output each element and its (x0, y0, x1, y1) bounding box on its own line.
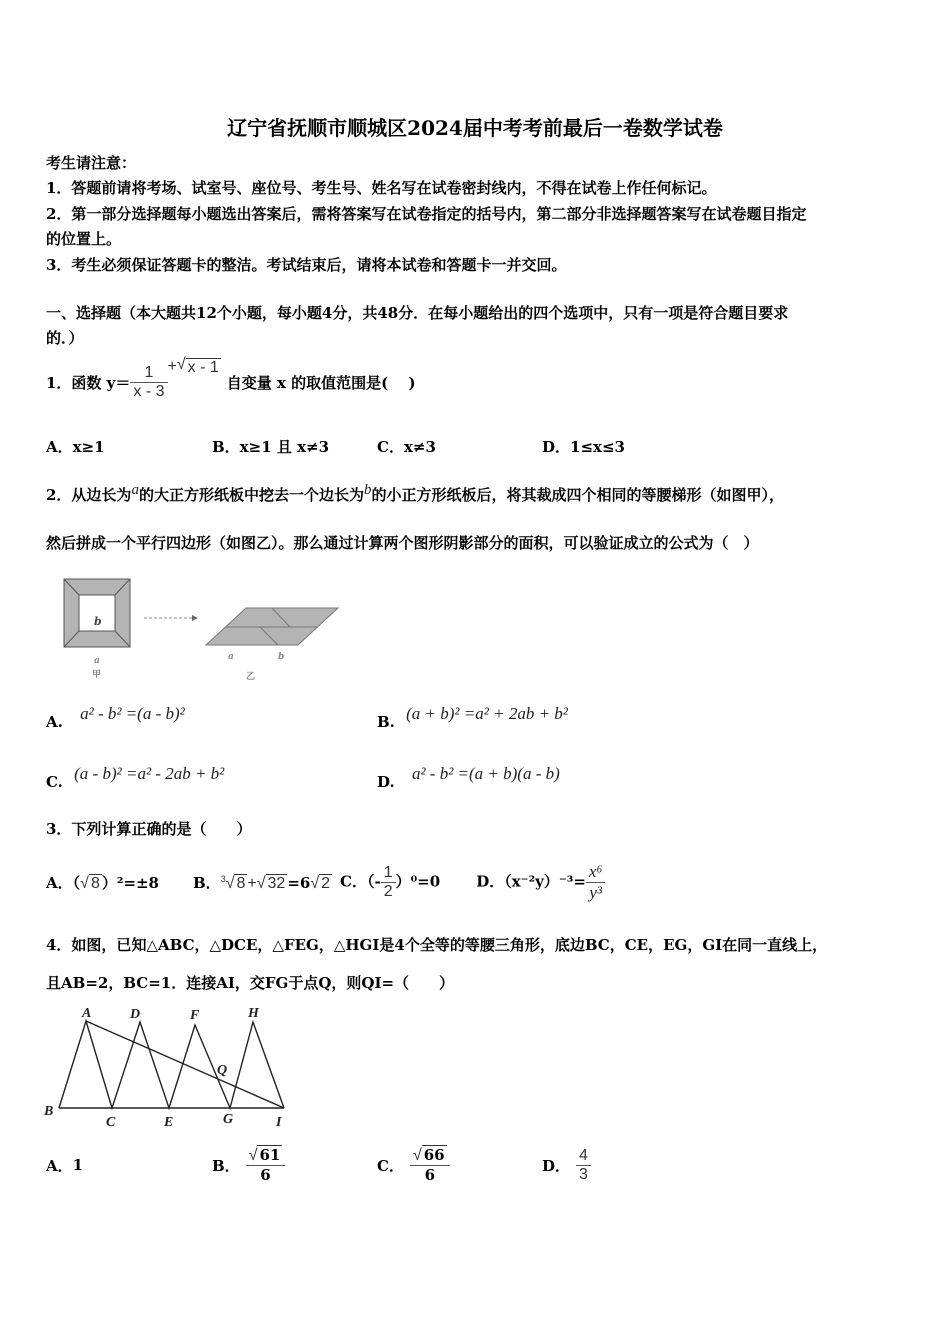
option-expr: (a - b)² =a² - 2ab + b² (74, 764, 225, 783)
option-expr: (a + b)² =a² + 2ab + b² (406, 704, 568, 723)
q1-radicand: x - 1 (187, 359, 219, 376)
option-letter: A． (46, 873, 73, 892)
option-letter: B． (212, 1156, 240, 1175)
option-letter: A． (46, 1156, 73, 1175)
q1-option-d: D．1≤x≤3 (542, 438, 625, 456)
numerator: 1 (381, 864, 396, 883)
radicand: 32 (267, 874, 286, 892)
q2-option-b (377, 704, 568, 732)
denominator: y³ (589, 882, 602, 902)
numerator: 4 (576, 1147, 591, 1166)
notice-item: 3．考生必须保证答题卡的整洁。考试结束后，请将本试卷和答题卡一并交回。 (46, 256, 567, 274)
point-label-d: D (130, 1007, 141, 1022)
q1-fraction (130, 364, 167, 401)
question-2-line2: 然后拼成一个平行四边形（如图乙）。那么通过计算两个图形阴影部分的面积，可以验证成立的公式为（ ） (46, 534, 759, 552)
point-label-a: A (82, 1006, 92, 1021)
question-1 (46, 352, 416, 412)
point-label-g: G (223, 1112, 234, 1127)
caption-jia: 甲 (92, 670, 102, 680)
q3-option-d (476, 862, 605, 903)
label-b: b (94, 615, 102, 628)
q1-option-c: C．x≠3 (377, 438, 436, 456)
notice-heading: 考生请注意： (46, 154, 137, 172)
q3-options (46, 852, 605, 912)
option-letter: C. (46, 773, 63, 791)
q3-option-c (340, 864, 440, 901)
point-label-e: E (164, 1115, 174, 1130)
denominator: x - 3 (133, 382, 165, 400)
label-b: b (278, 652, 285, 662)
option-letter: C． (340, 872, 367, 890)
notice-item: 的位置上。 (46, 230, 122, 248)
text: （ (72, 873, 81, 892)
figure-yi (206, 608, 338, 682)
radicand: 66 (423, 1146, 445, 1164)
numerator: 1 (130, 364, 167, 383)
sqrt-icon: √ (176, 356, 186, 373)
q2-text: 2．从边长为 (46, 486, 132, 504)
var-a: a (131, 482, 139, 498)
denominator: 2 (383, 882, 393, 900)
point-label-b: B (44, 1104, 54, 1119)
q1-suffix: 自变量 x 的取值范围是( ) (226, 373, 416, 392)
q2-figure (60, 575, 350, 685)
q1-option-b: B．x≥1 且 x≠3 (212, 438, 330, 456)
notice-item: 1．答题前请将考场、试室号、座位号、考生号、姓名写在试卷密封线内，不得在试卷上作任何标记。 (46, 179, 717, 197)
q4-option-b: B． $\frac{√ 61}{6}$ (212, 1140, 285, 1190)
option-expr: a² - b² =(a - b)² (80, 704, 185, 723)
q1-prefix: 1．函数 y＝ (46, 373, 131, 392)
caption-yi: 乙 (246, 672, 256, 682)
radicand: 8 (90, 874, 100, 892)
label-a: a (228, 652, 234, 662)
q2-text: 的大正方形纸板中挖去一个边长为 (138, 486, 364, 504)
q2-option-d (377, 764, 560, 792)
point-label-f: F (190, 1008, 200, 1023)
q3-option-a: A．（√ 8 ）²=±8 (46, 873, 159, 892)
option-letter: D． (542, 1156, 571, 1175)
option-letter: B． (193, 873, 221, 892)
question-4-line2: 且AB=2，BC=1．连接AI，交FG于点Q，则QI=（ ） (46, 974, 455, 992)
q3-option-b: B．$^3$√ 8 +√ 32 =6√ 2 (193, 873, 331, 892)
q1-option-a: A．x≥1 (46, 438, 105, 456)
root-index: 3 (220, 873, 226, 884)
section-heading: 一、选择题（本大题共12个小题，每小题4分，共48分．在每小题给出的四个选项中，只有一项是符合题目要求 (46, 304, 789, 322)
label-a: a (94, 656, 100, 666)
figure-jia (64, 579, 130, 680)
option-letter: D． (476, 872, 505, 890)
point-label-h: H (248, 1006, 259, 1021)
q4-triangle-figure (40, 995, 300, 1135)
point-label-c: C (106, 1115, 116, 1130)
text: ）²=±8 (101, 873, 159, 892)
option-letter: C． (377, 1156, 404, 1175)
numerator: x⁶ (586, 862, 605, 883)
q1-plus: + (167, 358, 177, 375)
var-b: b (363, 482, 372, 498)
option-value: 1 (72, 1156, 84, 1174)
denominator: 3 (579, 1165, 588, 1183)
radicand: 2 (321, 874, 331, 892)
text: =6 (287, 873, 311, 892)
notice-item: 2．第一部分选择题每小题选出答案后，需将答案写在试卷指定的括号内，第二部分非选择题答案写在试卷题目指定 (46, 205, 807, 223)
q4-option-c: C． $\frac{√ 66}{6}$ (377, 1140, 450, 1190)
section-heading-cont: 的．） (46, 329, 84, 347)
page-title: 辽宁省抚顺市顺城区2024届中考考前最后一卷数学试卷 (227, 116, 723, 140)
option-letter: D. (377, 773, 395, 791)
option-expr: a² - b² =(a + b)(a - b) (411, 764, 560, 783)
option-letter: A. (46, 713, 63, 731)
point-label-i: I (276, 1115, 282, 1130)
q2-option-c (46, 764, 225, 792)
q2-text: 的小正方形纸板后，将其裁成四个相同的等腰梯形（如图甲）， (371, 486, 784, 504)
q4-option-d (542, 1140, 591, 1190)
plus: + (247, 874, 257, 892)
text: ）⁰=0 (395, 872, 441, 890)
denominator: 6 (424, 1166, 435, 1184)
question-4-line1: 4．如图，已知△ABC，△DCE，△FEG，△HGI是4个全等的等腰三角形，底边BC，CE，EG，GI在同一直线上， (46, 936, 828, 954)
question-3: 3．下列计算正确的是（ ） (46, 820, 252, 838)
question-2-line1 (46, 482, 784, 505)
point-label-q: Q (217, 1063, 228, 1078)
denominator: 6 (260, 1166, 271, 1184)
radicand: 61 (259, 1146, 281, 1164)
option-letter: B. (377, 713, 395, 731)
text: （x⁻²y）⁻³= (504, 872, 586, 890)
text: （- (366, 872, 381, 890)
q2-option-a (46, 704, 185, 732)
radicand: 8 (236, 874, 246, 892)
q4-option-a (46, 1140, 83, 1190)
